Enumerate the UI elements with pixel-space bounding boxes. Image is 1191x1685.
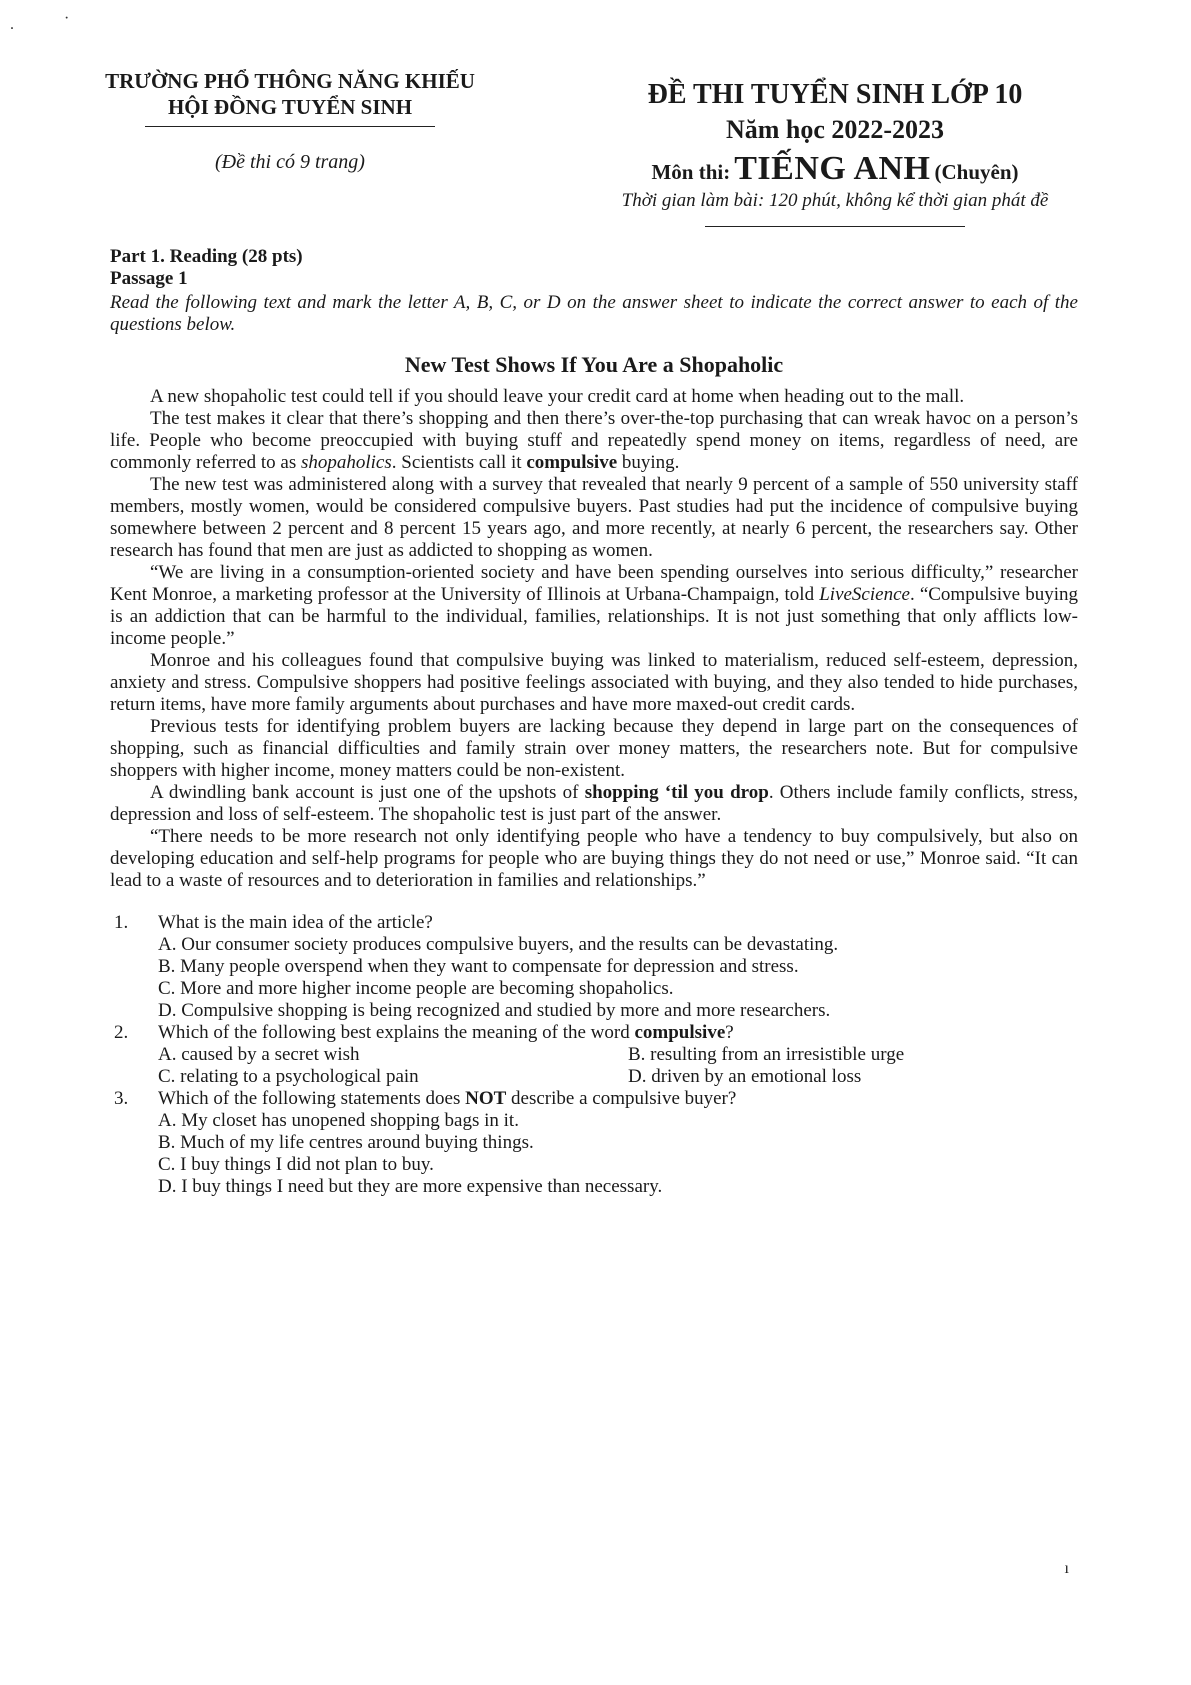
page-count-note: (Đề thi có 9 trang) [215, 151, 365, 173]
stray-mark: . [10, 16, 14, 33]
article-paragraph: The new test was administered along with a survey that revealed that nearly 9 percent of a sample of 550 university staff members, mostly women, would be considered compulsive buyers. Past studies had put the incidence of compulsive buying somewhere between 2 percent and 8 percent 15 years ago, and more recently, at nearly 6 percent, the researchers say. Other research has found that men are just as addicted to shopping as women. [110, 474, 1078, 561]
article-paragraph: A new shopaholic test could tell if you should leave your credit card at home when heading out to the mall. [150, 386, 965, 407]
option-a: A. My closet has unopened shopping bags in it. [158, 1110, 519, 1131]
question-number: 3. [114, 1088, 129, 1109]
option-a: A. Our consumer society produces compulsive buyers, and the results can be devastating. [158, 934, 839, 955]
subject-type: (Chuyên) [934, 160, 1019, 184]
option-d: D. I buy things I need but they are more expensive than necessary. [158, 1176, 663, 1197]
option-d: D. driven by an emotional loss [628, 1066, 862, 1087]
option-c: C. More and more higher income people are becoming shopaholics. [158, 978, 674, 999]
question-list [110, 912, 1078, 1198]
question-text: Which of the following best explains the meaning of the word compulsive? [158, 1022, 734, 1043]
divider [705, 226, 965, 227]
subject-label: Môn thi: [651, 160, 731, 184]
article-paragraph: Monroe and his colleagues found that compulsive buying was linked to materialism, reduced self-esteem, depression, anxiety and stress. Compulsive shoppers had positive feelings associated with buying, and they also tended to hide purchases, return items, have more family arguments about purchases and have more maxed-out credit cards. [110, 650, 1078, 715]
option-c: C. I buy things I did not plan to buy. [158, 1154, 434, 1175]
school-year: Năm học 2022-2023 [725, 115, 945, 144]
passage-label: Passage 1 [110, 268, 188, 289]
exam-title: ĐỀ THI TUYỂN SINH LỚP 10 [647, 79, 1023, 110]
divider [145, 126, 435, 127]
instruction: Read the following text and mark the letter A, B, C, or D on the answer sheet to indicate the correct answer to each of the questions below. [110, 292, 1078, 335]
question-text: What is the main idea of the article? [158, 912, 433, 933]
question-2 [110, 1022, 1078, 1088]
header-right [560, 78, 1110, 227]
option-d: D. Compulsive shopping is being recognized and studied by more and more researchers. [158, 1000, 831, 1021]
article-title: New Test Shows If You Are a Shopaholic [404, 352, 784, 377]
question-3 [110, 1088, 1078, 1198]
part-title: Part 1. Reading (28 pts) [110, 246, 303, 267]
question-1 [110, 912, 1078, 1022]
school-name: TRƯỜNG PHỔ THÔNG NĂNG KHIẾU [105, 69, 475, 93]
question-number: 2. [114, 1022, 129, 1043]
subject-name: TIẾNG ANH [734, 150, 931, 187]
stray-mark: ı [1064, 1560, 1069, 1577]
option-b: B. Much of my life centres around buying things. [158, 1132, 534, 1153]
article-paragraph: Previous tests for identifying problem buyers are lacking because they depend in large part on the consequences of shopping, such as financial difficulties and family strain over money matters, the researchers note. But for compulsive shoppers with higher income, money matters could be non-existent. [110, 716, 1078, 781]
option-a: A. caused by a secret wish [158, 1044, 360, 1065]
stray-mark: · [64, 10, 70, 27]
article-paragraph: “We are living in a consumption-oriented society and have been spending ourselves into serious difficulty,” researcher Kent Monroe, a marketing professor at the University of Illinois at Urbana-Champaign, told LiveScience. “Compulsive buying is an addiction that can be harmful to the individual, families, relationships. It is not just something that only afflicts low-income people.” [110, 562, 1078, 649]
exam-duration: Thời gian làm bài: 120 phút, không kể thời gian phát đề [621, 190, 1049, 211]
header-left [80, 68, 500, 175]
option-b: B. Many people overspend when they want to compensate for depression and stress. [158, 956, 799, 977]
article-paragraph: The test makes it clear that there’s shopping and then there’s over-the-top purchasing that can wreak havoc on a person’s life. People who become preoccupied with buying stuff and repeatedly spend money on items, regardless of need, are commonly referred to as shopaholics. Scientists call it compulsive buying. [110, 408, 1078, 473]
question-text: Which of the following statements does NOT describe a compulsive buyer? [158, 1088, 737, 1109]
subject-line [560, 150, 1110, 188]
council-name: HỘI ĐỒNG TUYỂN SINH [167, 95, 413, 119]
article-paragraph: A dwindling bank account is just one of the upshots of shopping ‘til you drop. Others include family conflicts, stress, depression and loss of self-esteem. The shopaholic test is just part of the answer. [110, 782, 1078, 825]
option-c: C. relating to a psychological pain [158, 1066, 419, 1087]
article-paragraph: “There needs to be more research not only identifying people who have a tendency to buy compulsively, but also on developing education and self-help programs for people who are buying things they do not need or use,” Monroe said. “It can lead to a waste of resources and to deterioration in families and relationships.” [110, 826, 1078, 891]
question-number: 1. [114, 912, 129, 933]
exam-content [110, 246, 1078, 1198]
option-b: B. resulting from an irresistible urge [628, 1044, 905, 1065]
